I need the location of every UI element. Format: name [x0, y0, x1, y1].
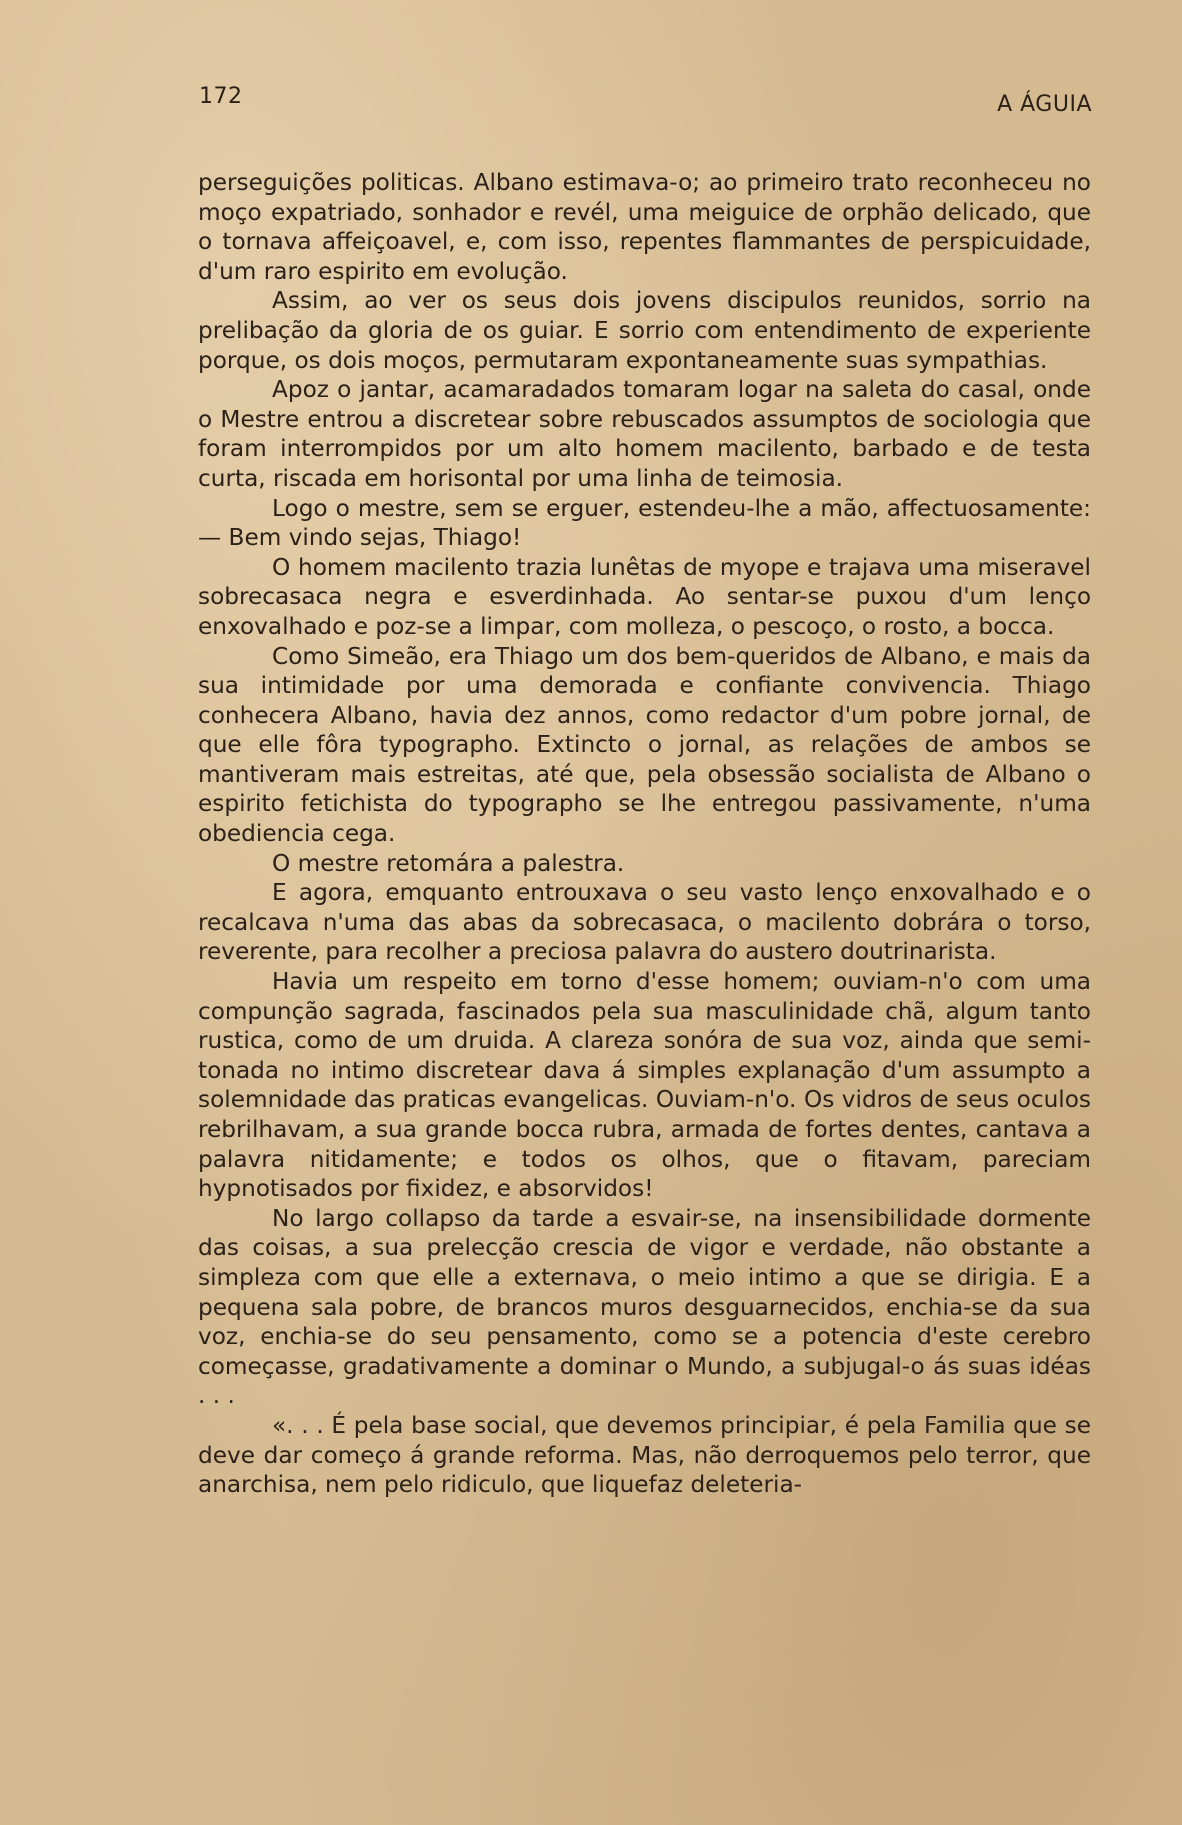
journal-title: A ÁGUIA	[997, 92, 1092, 117]
paragraph: Assim, ao ver os seus dois jovens discipulos reunidos, sorrio na prelibação da gloria de os guiar. E sorrio com entendimento de experiente porque, os dois moços, permutaram expontaneamente suas sympathias.	[198, 287, 1091, 374]
paragraph: Havia um respeito em torno d'esse homem; ouviam-n'o com uma compunção sagrada, fascinados pela sua masculinidade chã, algum tanto rustica, como de um druida. A clareza sonóra de sua voz, ainda que semi-tonada no intimo discretear dava á simples explanação d'um assumpto a solemnidade das praticas evangelicas. Ouviam-n'o. Os vidros de seus oculos rebrilhavam, a sua grande bocca rubra, armada de fortes dentes, cantava a palavra nitidamente; e todos os olhos, que o fitavam, pareciam hypnotisados por fixidez, e absorvidos!	[198, 968, 1091, 1203]
paragraph: No largo collapso da tarde a esvair-se, na insensibilidade dormente das coisas, a sua prelecção crescia de vigor e verdade, não obstante a simpleza com que elle a externava, o meio intimo a que se dirigia. E a pequena sala pobre, de brancos muros desguarnecidos, enchia-se da sua voz, enchia-se do seu pensamento, como se a potencia d'este cerebro começasse, gradativamente a dominar o Mundo, a subjugal-o ás suas idéas . . .	[198, 1204, 1091, 1410]
paragraph: Logo o mestre, sem se erguer, estendeu-lhe a mão, affectuosamente: — Bem vindo sejas, Thiago!	[198, 494, 1091, 552]
paragraph: O mestre retomára a palestra.	[272, 849, 625, 877]
running-head	[199, 84, 1092, 118]
paragraph: «. . . É pela base social, que devemos principiar, é pela Familia que se deve dar começo á grande reforma. Mas, não derroquemos pelo terror, que anarchisa, nem pelo ridiculo, que liquefaz deleteria-	[198, 1411, 1091, 1499]
paragraph: Apoz o jantar, acamaradados tomaram logar na saleta do casal, onde o Mestre entrou a discretear sobre rebuscados assumptos de sociologia que foram interrompidos por um alto homem macilento, barbado e de testa curta, riscada em horisontal por uma linha de teimosia.	[198, 376, 1091, 492]
text-body	[198, 168, 1091, 1500]
paragraph: Como Simeão, era Thiago um dos bem-queridos de Albano, e mais da sua intimidade por uma demorada e confiante convivencia. Thiago conhecera Albano, havia dez annos, como redactor d'um pobre jornal, de que elle fôra typographo. Extincto o jornal, as relações de ambos se mantiveram mais estreitas, até que, pela obsessão socialista de Albano o espirito fetichista do typographo se lhe entregou passivamente, n'uma obediencia cega.	[198, 642, 1091, 848]
paragraph: perseguições politicas. Albano estimava-o; ao primeiro trato reconheceu no moço expatriado, sonhador e revél, uma meiguice de orphão delicado, que o tornava affeiçoavel, e, com isso, repentes flammantes de perspicuidade, d'um raro espirito em evolução.	[198, 169, 1091, 285]
paragraph: O homem macilento trazia lunêtas de myope e trajava uma miseravel sobrecasaca negra e esverdinhada. Ao sentar-se puxou d'um lenço enxovalhado e poz-se a limpar, com molleza, o pescoço, o rosto, a bocca.	[198, 553, 1091, 640]
paragraph: E agora, emquanto entrouxava o seu vasto lenço enxovalhado e o recalcava n'uma das abas da sobrecasaca, o macilento dobrára o torso, reverente, para recolher a preciosa palavra do austero doutrinarista.	[198, 879, 1091, 966]
page-number: 172	[199, 84, 243, 109]
